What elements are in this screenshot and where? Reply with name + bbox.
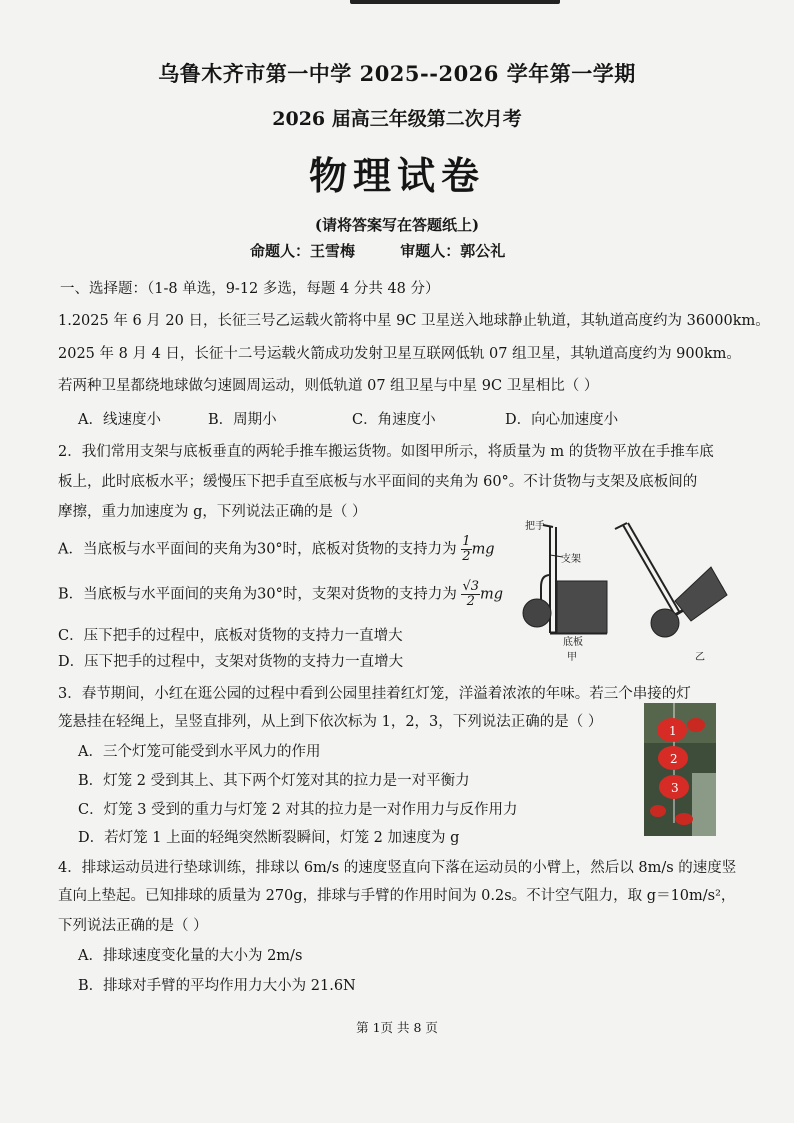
q3-option-d: D．若灯笼 1 上面的轻绳突然断裂瞬间，灯笼 2 加速度为 g (78, 830, 460, 846)
q4-line2: 直向上垫起。已知排球的质量为 270g，排球与手臂的作用时间为 0.2s。不计空气阻力，取 g＝10m/s²， (58, 888, 736, 904)
label-base: 底板 (563, 637, 583, 648)
q1-option-c: C．角速度小 (352, 412, 436, 428)
q3-line2: 笼悬挂在轻绳上，呈竖直排列，从上到下依次标为 1，2，3，下列说法正确的是（ ） (58, 714, 603, 730)
q2-line1: 2．我们常用支架与底板垂直的两轮手推车搬运货物。如图甲所示，将质量为 m 的货物平放在手推车底 (58, 444, 714, 460)
fraction-half (461, 535, 471, 564)
lantern-label-2: 2 (670, 752, 678, 766)
q3-line1: 3．春节期间，小红在逛公园的过程中看到公园里挂着红灯笼，洋溢着浓浓的年味。若三个串接的灯 (58, 686, 691, 702)
frac-num: √3 (462, 579, 480, 594)
mg-symbol: mg (480, 586, 504, 603)
q3-option-c: C．灯笼 3 受到的重力与灯笼 2 对其的拉力是一对作用力与反作用力 (78, 802, 518, 818)
section-heading: 一、选择题：（1-8 单选，9-12 多选，每题 4 分共 48 分） (60, 281, 440, 297)
frac-den: 2 (466, 594, 475, 609)
q3-option-a: A．三个灯笼可能受到水平风力的作用 (78, 744, 321, 760)
truck-yi (615, 523, 727, 637)
q1-option-d: D．向心加速度小 (505, 412, 619, 428)
q2-line2: 板上，此时底板水平；缓慢压下把手直至底板与水平面间的夹角为 60°。不计货物与支架及底板间的 (58, 474, 698, 490)
label-support: 支架 (561, 554, 581, 565)
q2-option-a-text: A．当底板与水平面间的夹角为30°时，底板对货物的支持力为 (58, 541, 457, 558)
lantern-label-3: 3 (671, 781, 679, 795)
q4-option-a: A．排球速度变化量的大小为 2m/s (78, 948, 303, 964)
lantern-label-1: 1 (669, 724, 677, 738)
lantern-photo (644, 703, 716, 836)
q1-line2: 2025 年 8 月 4 日，长征十二号运载火箭成功发射卫星互联网低轨 07 组卫星，其轨道高度约为 900km。 (58, 346, 741, 362)
label-jia: 甲 (567, 652, 577, 663)
mg-symbol: mg (471, 541, 495, 558)
answer-note: (请将答案写在答题纸上) (314, 216, 480, 234)
frac-num: 1 (462, 534, 471, 549)
q2-option-c: C．压下把手的过程中，底板对货物的支持力一直增大 (58, 628, 403, 644)
q1-line3: 若两种卫星都绕地球做匀速圆周运动，则低轨道 07 组卫星与中星 9C 卫星相比（ ） (58, 378, 599, 394)
school-header: 乌鲁木齐市第一中学 2025--2026 学年第一学期 (158, 61, 636, 86)
q2-line3: 摩擦，重力加速度为 g，下列说法正确的是（ ） (58, 504, 367, 520)
hand-truck-figure (515, 515, 730, 665)
q2-option-a (58, 535, 495, 564)
scan-edge (350, 0, 560, 4)
q2-option-d: D．压下把手的过程中，支架对货物的支持力一直增大 (58, 654, 404, 670)
q4-line1: 4．排球运动员进行垫球训练，排球以 6m/s 的速度竖直向下落在运动员的小臂上，然后以 8m/s 的速度竖 (58, 860, 737, 876)
authors-line (250, 240, 545, 261)
paper-title: 物理试卷 (308, 153, 485, 198)
truck-jia (523, 525, 607, 633)
reviewer: 审题人：郭公礼 (400, 242, 506, 260)
q2-option-b-text: B．当底板与水平面间的夹角为30°时，支架对货物的支持力为 (58, 586, 457, 603)
exam-name: 2026 届高三年级第二次月考 (272, 108, 522, 130)
q2-option-b (58, 580, 503, 609)
fraction-root3-half (461, 580, 480, 609)
q1-option-b: B．周期小 (208, 412, 277, 428)
label-handle: 把手 (525, 521, 545, 532)
frac-den: 2 (462, 549, 471, 564)
q1-line1: 1.2025 年 6 月 20 日，长征三号乙运载火箭将中星 9C 卫星送入地球静止轨道，其轨道高度约为 36000km。 (58, 313, 770, 329)
q4-option-b: B．排球对手臂的平均作用力大小为 21.6N (78, 978, 356, 994)
q3-option-b: B．灯笼 2 受到其上、其下两个灯笼对其的拉力是一对平衡力 (78, 773, 470, 789)
label-yi: 乙 (695, 652, 705, 663)
author: 命题人：王雪梅 (250, 242, 356, 260)
q4-line3: 下列说法正确的是（ ） (58, 918, 208, 934)
page-footer: 第 1页 共 8 页 (356, 1020, 438, 1035)
q1-option-a: A．线速度小 (78, 412, 161, 428)
